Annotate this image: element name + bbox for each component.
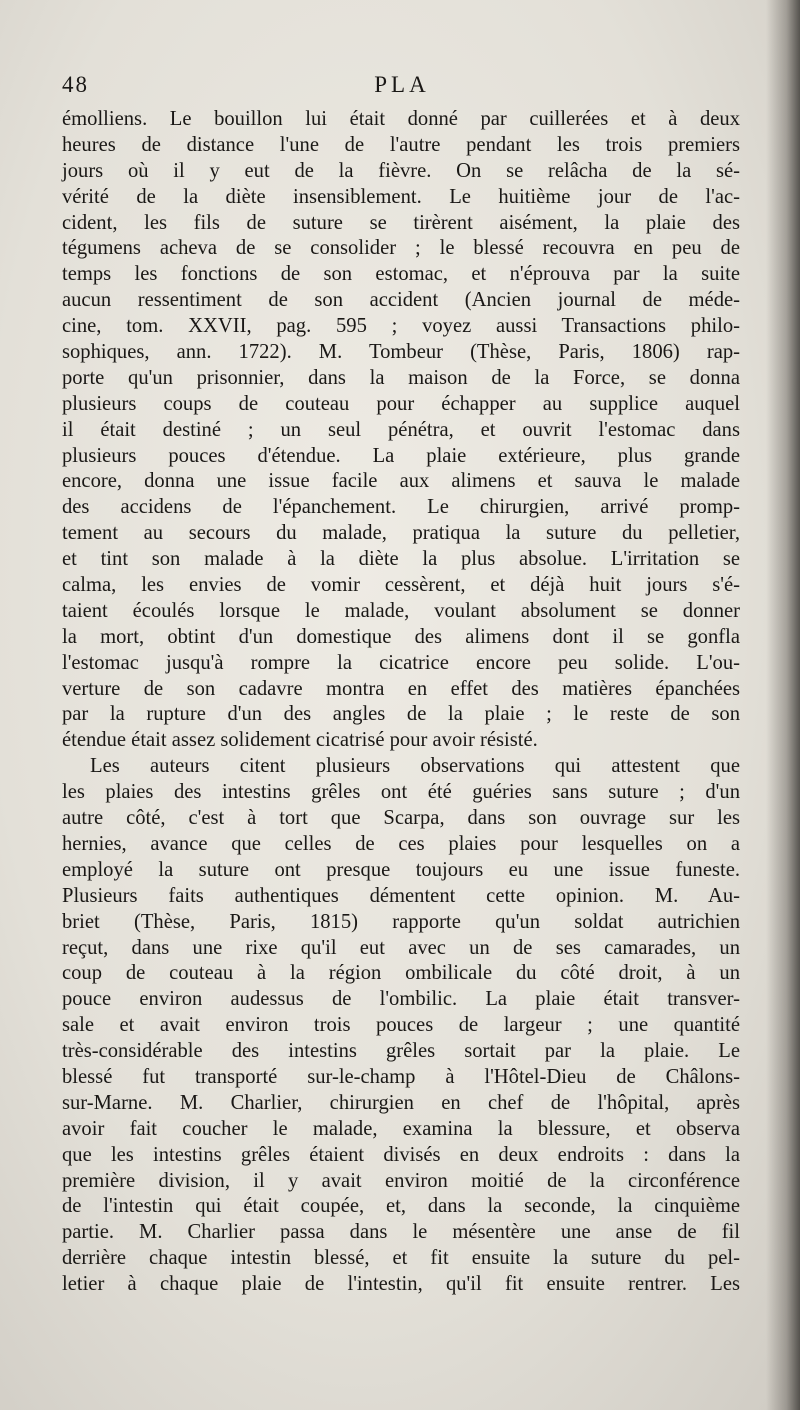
text-line: cine, tom. XXVII, pag. 595 ; voyez aussi Transactions philo- bbox=[62, 315, 740, 338]
text-line: blessé fut transporté sur-le-champ à l'Hôtel-Dieu de Châlons- bbox=[62, 1065, 740, 1088]
text-line: sophiques, ann. 1722). M. Tombeur (Thèse, Paris, 1806) rap- bbox=[62, 341, 740, 364]
text-line: employé la suture ont presque toujours eu une issue funeste. bbox=[62, 858, 740, 881]
text-line: très-considérable des intestins grêles sortait par la plaie. Le bbox=[62, 1040, 740, 1063]
text-line: encore, donna une issue facile aux alimens et sauva le malade bbox=[62, 470, 740, 493]
text-line: de l'intestin qui était coupée, et, dans la seconde, la cinquième bbox=[62, 1195, 740, 1218]
text-line: sale et avait environ trois pouces de largeur ; une quantité bbox=[62, 1014, 740, 1037]
text-line: reçut, dans une rixe qu'il eut avec un de ses camarades, un bbox=[62, 936, 740, 959]
text-line: porte qu'un prisonnier, dans la maison de la Force, se donna bbox=[62, 366, 740, 389]
text-line: les plaies des intestins grêles ont été guéries sans suture ; d'un bbox=[62, 781, 740, 804]
text-line: partie. M. Charlier passa dans le mésentère une anse de fil bbox=[62, 1221, 740, 1244]
paragraph-end-line: étendue était assez solidement cicatrisé pour avoir résisté. bbox=[62, 729, 538, 752]
text-line: tégumens acheva de se consolider ; le blessé recouvra en peu de bbox=[62, 237, 740, 260]
text-line: sur-Marne. M. Charlier, chirurgien en chef de l'hôpital, après bbox=[62, 1091, 740, 1114]
text-line: derrière chaque intestin blessé, et fit ensuite la suture du pel- bbox=[62, 1247, 740, 1270]
text-line: et tint son malade à la diète la plus absolue. L'irritation se bbox=[62, 548, 740, 571]
text-line: coup de couteau à la région ombilicale du côté droit, à un bbox=[62, 962, 740, 985]
text-line: la mort, obtint d'un domestique des alimens dont il se gonfla bbox=[62, 625, 740, 648]
text-line: par la rupture d'un des angles de la plaie ; le reste de son bbox=[62, 703, 740, 726]
text-line: aucun ressentiment de son accident (Ancien journal de méde- bbox=[62, 289, 740, 312]
text-line: plusieurs coups de couteau pour échapper au supplice auquel bbox=[62, 392, 740, 415]
body-text bbox=[62, 107, 740, 1298]
page-number: 48 bbox=[62, 72, 89, 97]
page-header bbox=[62, 72, 742, 102]
text-line: première division, il y avait environ moitié de la circonférence bbox=[62, 1169, 740, 1192]
text-line: calma, les envies de vomir cessèrent, et déjà huit jours s'é- bbox=[62, 574, 740, 597]
text-line: des accidens de l'épanchement. Le chirurgien, arrivé promp- bbox=[62, 496, 740, 519]
text-line: heures de distance l'une de l'autre pendant les trois premiers bbox=[62, 133, 740, 156]
text-line: hernies, avance que celles de ces plaies pour lesquelles on a bbox=[62, 832, 740, 855]
text-line: letier à chaque plaie de l'intestin, qu'il fit ensuite rentrer. Les bbox=[62, 1273, 740, 1296]
text-line: pouce environ audessus de l'ombilic. La plaie était transver- bbox=[62, 988, 740, 1011]
text-line: l'estomac jusqu'à rompre la cicatrice encore peu solide. L'ou- bbox=[62, 651, 740, 674]
text-line: verture de son cadavre montra en effet des matières épanchées bbox=[62, 677, 740, 700]
text-line: que les intestins grêles étaient divisés en deux endroits : dans la bbox=[62, 1143, 740, 1166]
page-edge-shadow bbox=[766, 0, 800, 1410]
text-line: jours où il y eut de la fièvre. On se relâcha de la sé- bbox=[62, 159, 740, 182]
text-line: avoir fait coucher le malade, examina la blessure, et observa bbox=[62, 1117, 740, 1140]
running-head: PLA bbox=[374, 72, 430, 97]
text-line: plusieurs pouces d'étendue. La plaie extérieure, plus grande bbox=[62, 444, 740, 467]
text-line: taient écoulés lorsque le malade, voulant absolument se donner bbox=[62, 599, 740, 622]
text-line: temps les fonctions de son estomac, et n'éprouva par la suite bbox=[62, 263, 740, 286]
text-line: émolliens. Le bouillon lui était donné par cuillerées et à deux bbox=[62, 108, 740, 130]
text-line: cident, les fils de suture se tirèrent aisément, la plaie des bbox=[62, 211, 740, 234]
text-line: briet (Thèse, Paris, 1815) rapporte qu'un soldat autrichien bbox=[62, 910, 740, 933]
text-line: Plusieurs faits authentiques démentent cette opinion. M. Au- bbox=[62, 884, 740, 907]
text-line: tement au secours du malade, pratiqua la suture du pelletier, bbox=[62, 522, 740, 545]
text-line: il était destiné ; un seul pénétra, et ouvrit l'estomac dans bbox=[62, 418, 740, 441]
text-line: autre côté, c'est à tort que Scarpa, dans son ouvrage sur les bbox=[62, 807, 740, 830]
text-line: vérité de la diète insensiblement. Le huitième jour de l'ac- bbox=[62, 185, 740, 208]
paragraph-start-line: Les auteurs citent plusieurs observations qui attestent que bbox=[90, 755, 740, 778]
